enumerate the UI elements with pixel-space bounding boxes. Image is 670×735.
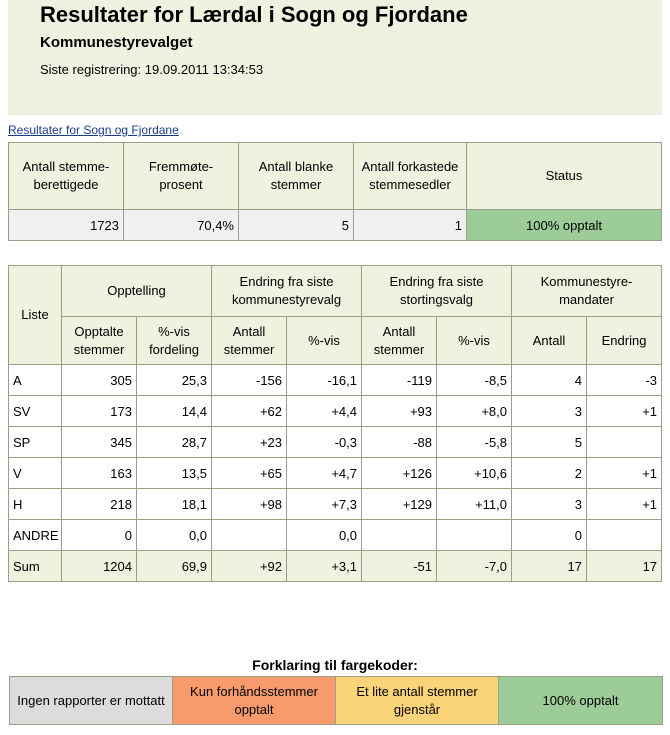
value-blank: 5	[239, 210, 354, 241]
subheader-municipal-percent: %-vis	[287, 317, 362, 365]
table-cell: +126	[362, 458, 437, 489]
table-cell: 3	[512, 489, 587, 520]
page-title: Resultater for Lærdal i Sogn og Fjordane	[40, 2, 468, 27]
value-rejected: 1	[354, 210, 467, 241]
legend-table	[9, 676, 663, 725]
table-cell: 14,4	[137, 396, 212, 427]
table-cell	[362, 520, 437, 551]
table-cell: 17	[587, 551, 662, 582]
table-cell: -16,1	[287, 365, 362, 396]
legend-no-reports: Ingen rapporter er mottatt	[10, 677, 173, 725]
table-cell: 345	[62, 427, 137, 458]
table-cell: +98	[212, 489, 287, 520]
table-cell: +4,4	[287, 396, 362, 427]
subheader-percent-distribution: %-vis fordeling	[137, 317, 212, 365]
table-cell: -51	[362, 551, 437, 582]
table-cell: 5	[512, 427, 587, 458]
table-cell: 28,7	[137, 427, 212, 458]
table-cell: 69,9	[137, 551, 212, 582]
subheader-mandates-change: Endring	[587, 317, 662, 365]
table-cell: 4	[512, 365, 587, 396]
table-cell: +92	[212, 551, 287, 582]
table-row	[9, 458, 662, 489]
table-cell: 163	[62, 458, 137, 489]
county-results-link[interactable]: Resultater for Sogn og Fjordane	[8, 123, 179, 137]
subheader-parliament-votes: Antall stemmer	[362, 317, 437, 365]
table-cell: -5,8	[437, 427, 512, 458]
subheader-counted-votes: Opptalte stemmer	[62, 317, 137, 365]
group-header-change-municipal: Endring fra siste kommunestyrevalg	[212, 266, 362, 317]
value-turnout: 70,4%	[124, 210, 239, 241]
table-cell: +3,1	[287, 551, 362, 582]
table-cell: 1204	[62, 551, 137, 582]
table-cell: +4,7	[287, 458, 362, 489]
table-cell: +62	[212, 396, 287, 427]
table-cell: +10,6	[437, 458, 512, 489]
sum-row	[9, 551, 662, 582]
table-cell: 2	[512, 458, 587, 489]
subheader-municipal-votes: Antall stemmer	[212, 317, 287, 365]
table-cell: 0,0	[287, 520, 362, 551]
table-cell: 18,1	[137, 489, 212, 520]
list-name: ANDRE	[9, 520, 62, 551]
table-cell: +65	[212, 458, 287, 489]
group-header-change-parliament: Endring fra siste stortingsvalg	[362, 266, 512, 317]
table-cell: +129	[362, 489, 437, 520]
table-cell: -3	[587, 365, 662, 396]
header-liste: Liste	[9, 266, 62, 365]
group-header-mandates: Kommunestyre-mandater	[512, 266, 662, 317]
summary-table	[8, 142, 662, 241]
table-row	[9, 520, 662, 551]
legend-fully-counted: 100% opptalt	[499, 677, 663, 725]
list-name: V	[9, 458, 62, 489]
table-cell: +8,0	[437, 396, 512, 427]
list-name: H	[9, 489, 62, 520]
table-cell: 173	[62, 396, 137, 427]
list-name: SV	[9, 396, 62, 427]
header-rejected: Antall forkastede stemmesedler	[354, 143, 467, 210]
list-name: A	[9, 365, 62, 396]
table-cell: 0,0	[137, 520, 212, 551]
list-name: SP	[9, 427, 62, 458]
table-cell: 0	[512, 520, 587, 551]
table-cell: +1	[587, 489, 662, 520]
table-cell	[587, 427, 662, 458]
table-cell: -88	[362, 427, 437, 458]
table-cell: -7,0	[437, 551, 512, 582]
legend-title: Forklaring til fargekoder:	[252, 657, 418, 673]
table-cell: -156	[212, 365, 287, 396]
value-eligible: 1723	[9, 210, 124, 241]
list-name: Sum	[9, 551, 62, 582]
legend-advance-votes: Kun forhåndsstemmer opptalt	[173, 677, 336, 725]
last-registration: Siste registrering: 19.09.2011 13:34:53	[40, 62, 264, 77]
status-badge: 100% opptalt	[467, 210, 662, 241]
table-cell: 305	[62, 365, 137, 396]
header-status: Status	[467, 143, 662, 210]
table-cell: 17	[512, 551, 587, 582]
table-cell: +93	[362, 396, 437, 427]
table-cell	[437, 520, 512, 551]
table-cell: 13,5	[137, 458, 212, 489]
header-turnout: Fremmøte-prosent	[124, 143, 239, 210]
table-row	[9, 427, 662, 458]
election-subtitle: Kommunestyrevalget	[40, 34, 193, 51]
table-cell: +7,3	[287, 489, 362, 520]
table-cell: 0	[62, 520, 137, 551]
group-header-opptelling: Opptelling	[62, 266, 212, 317]
table-cell	[587, 520, 662, 551]
table-cell: 3	[512, 396, 587, 427]
table-cell: +1	[587, 396, 662, 427]
table-cell: +23	[212, 427, 287, 458]
table-row	[9, 396, 662, 427]
legend-few-remaining: Et lite antall stemmer gjenstår	[336, 677, 499, 725]
subheader-parliament-percent: %-vis	[437, 317, 512, 365]
header-panel	[8, 0, 662, 115]
table-cell: 218	[62, 489, 137, 520]
table-row	[9, 489, 662, 520]
table-cell	[212, 520, 287, 551]
header-blank: Antall blanke stemmer	[239, 143, 354, 210]
table-cell: -8,5	[437, 365, 512, 396]
table-cell: 25,3	[137, 365, 212, 396]
table-row	[9, 365, 662, 396]
table-cell: +11,0	[437, 489, 512, 520]
table-cell: -0,3	[287, 427, 362, 458]
header-eligible: Antall stemme-berettigede	[9, 143, 124, 210]
results-table	[8, 265, 662, 582]
subheader-mandates-count: Antall	[512, 317, 587, 365]
table-cell: -119	[362, 365, 437, 396]
table-cell: +1	[587, 458, 662, 489]
